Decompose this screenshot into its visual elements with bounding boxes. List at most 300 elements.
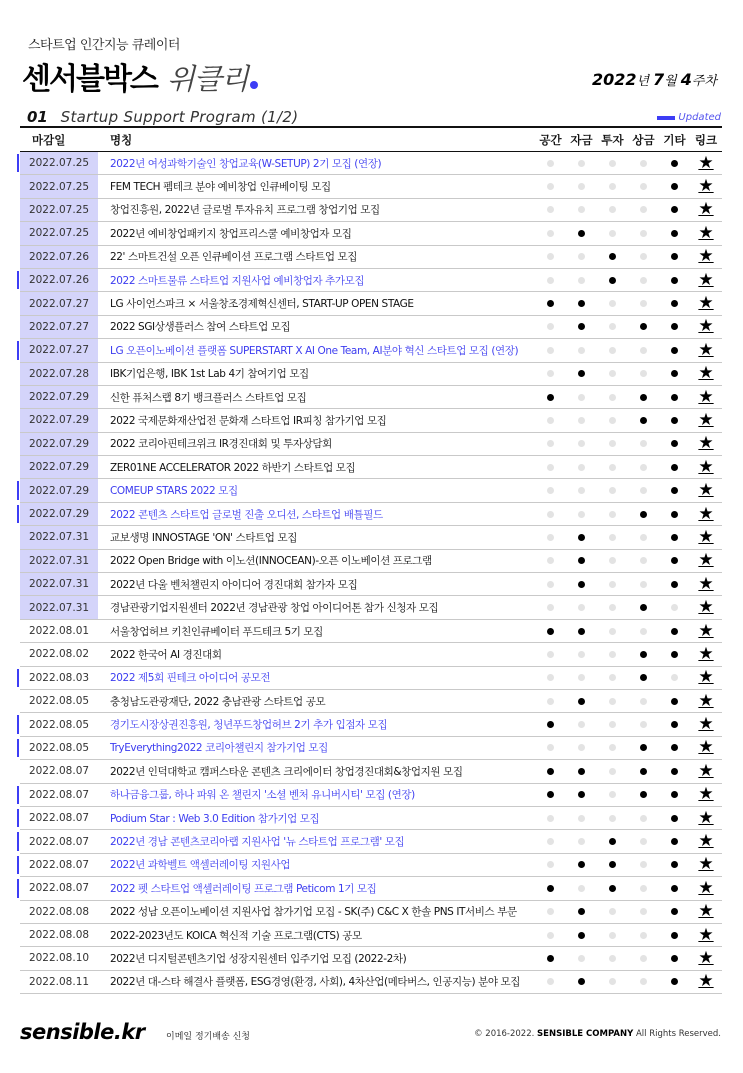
empty-dot-icon	[609, 534, 616, 541]
link-cell[interactable]	[690, 526, 722, 547]
program-name-link[interactable]: LG 오픈이노베이션 플랫폼 SUPERSTART X AI One Team, AI분야 혁신 스타트업 모집 (연장)	[110, 344, 519, 357]
program-name-link[interactable]: 2022년 과학벨트 액셀러레이팅 지원사업	[110, 859, 291, 872]
star-link-icon[interactable]: ★	[698, 526, 714, 547]
investment-cell	[597, 952, 628, 965]
star-link-icon[interactable]: ★	[698, 643, 714, 664]
star-link-icon[interactable]: ★	[698, 222, 714, 243]
link-cell[interactable]	[690, 877, 722, 898]
empty-dot-icon	[578, 885, 585, 892]
empty-dot-icon	[578, 511, 585, 518]
investment-cell	[597, 905, 628, 918]
investment-cell	[597, 788, 628, 801]
space-cell	[535, 297, 566, 310]
link-cell[interactable]	[690, 248, 722, 265]
link-cell[interactable]	[690, 620, 722, 641]
space-cell	[535, 157, 566, 170]
space-cell	[535, 414, 566, 427]
link-cell[interactable]	[690, 456, 722, 477]
program-name-link[interactable]: 2022년 여성과학기술인 창업교육(W-SETUP) 2기 모집 (연장)	[110, 157, 382, 170]
filled-dot-icon	[671, 370, 678, 377]
empty-dot-icon	[640, 253, 647, 260]
link-cell[interactable]	[690, 222, 722, 243]
empty-dot-icon	[547, 253, 554, 260]
program-name-link[interactable]: 2022 펫 스타트업 액셀러레이팅 프로그램 Peticom 1기 모집	[110, 882, 377, 895]
table-row	[20, 292, 722, 315]
empty-dot-icon	[578, 206, 585, 213]
deadline-cell: 2022.08.05	[28, 741, 90, 754]
prize-cell	[628, 905, 659, 918]
empty-dot-icon	[609, 628, 616, 635]
star-link-icon[interactable]: ★	[698, 807, 714, 828]
investment-cell	[597, 461, 628, 474]
program-name-link[interactable]: LG 사이언스파크 × 서울창조경제혁신센터, START-UP OPEN STAGE	[110, 298, 414, 311]
empty-dot-icon	[640, 534, 647, 541]
space-cell	[535, 718, 566, 731]
space-cell	[535, 625, 566, 638]
updated-legend	[657, 112, 721, 123]
program-name-link[interactable]: FEM TECH 펨테크 분야 예비창업 인큐베이팅 모집	[110, 181, 331, 194]
table-row	[20, 339, 722, 362]
space-cell	[535, 695, 566, 708]
week-month-unit: 월	[664, 74, 677, 89]
deadline-cell: 2022.07.27	[20, 339, 98, 361]
table-row	[20, 667, 722, 690]
funding-cell	[566, 274, 597, 287]
filled-dot-icon	[547, 628, 554, 635]
program-name-link[interactable]: 2022년 예비창업패키지 창업프리스쿨 예비창업자 모집	[110, 227, 352, 240]
funding-cell	[566, 578, 597, 591]
etc-cell	[659, 250, 690, 263]
program-name-link[interactable]: 2022 국제문화재산업전 문화재 스타트업 IR피칭 참가기업 모집	[110, 414, 387, 427]
program-name-link[interactable]: 서울창업허브 키친인큐베이터 푸드테크 5기 모집	[110, 625, 323, 638]
table-row	[20, 854, 722, 877]
deadline-cell: 2022.08.05	[28, 718, 90, 731]
link-cell[interactable]	[690, 269, 722, 290]
star-link-icon[interactable]: ★	[698, 620, 714, 641]
funding-cell	[566, 227, 597, 240]
funding-cell	[566, 484, 597, 497]
etc-cell	[659, 414, 690, 427]
link-cell[interactable]	[690, 669, 722, 686]
investment-cell	[597, 227, 628, 240]
filled-dot-icon	[578, 370, 585, 377]
etc-cell	[659, 625, 690, 638]
table-row	[20, 947, 722, 970]
link-cell[interactable]	[690, 690, 722, 711]
empty-dot-icon	[671, 674, 678, 681]
empty-dot-icon	[671, 604, 678, 611]
link-cell[interactable]	[690, 973, 722, 990]
program-name-link[interactable]: 2022년 경남 콘텐츠코리아랩 지원사업 '뉴 스타트업 프로그램' 모집	[110, 836, 405, 849]
funding-cell	[566, 765, 597, 778]
star-link-icon[interactable]: ★	[698, 971, 714, 992]
funding-cell	[566, 180, 597, 193]
etc-cell	[659, 437, 690, 450]
star-link-icon[interactable]: ★	[698, 714, 714, 735]
prize-cell	[628, 344, 659, 357]
table-row	[20, 573, 722, 596]
filled-dot-icon	[671, 464, 678, 471]
investment-cell	[597, 320, 628, 333]
star-link-icon[interactable]: ★	[698, 947, 714, 968]
investment-cell	[597, 391, 628, 404]
link-cell[interactable]	[690, 716, 722, 733]
investment-cell	[597, 975, 628, 988]
program-name-link[interactable]: 2022 Open Bridge with 이노션(INNOCEAN)-오픈 이노베이션 프로그램	[110, 555, 432, 568]
empty-dot-icon	[609, 978, 616, 985]
investment-cell	[597, 812, 628, 825]
star-link-icon[interactable]: ★	[698, 152, 714, 173]
star-link-icon[interactable]: ★	[698, 760, 714, 781]
etc-cell	[659, 952, 690, 965]
link-cell[interactable]	[690, 201, 722, 218]
program-name-link[interactable]: 창업진흥원, 2022년 글로벌 투자유치 프로그램 창업기업 모집	[110, 204, 380, 217]
prize-cell	[628, 858, 659, 871]
deadline-cell: 2022.08.01	[28, 625, 90, 637]
filled-dot-icon	[609, 838, 616, 845]
deadline-cell: 2022.08.03	[28, 671, 90, 684]
etc-cell	[659, 695, 690, 708]
program-name-link[interactable]: 2022 성남 오픈이노베이션 지원사업 참가기업 모집 - SK(주) C&C X 한솔 PNS IT서비스 부문	[110, 906, 517, 919]
empty-dot-icon	[547, 651, 554, 658]
deadline-cell: 2022.07.31	[20, 550, 98, 572]
funding-cell	[566, 835, 597, 848]
link-cell[interactable]	[690, 178, 722, 195]
etc-cell	[659, 367, 690, 380]
empty-dot-icon	[547, 698, 554, 705]
table-row	[20, 479, 722, 502]
empty-dot-icon	[547, 838, 554, 845]
table-row	[20, 550, 722, 573]
link-cell[interactable]	[690, 339, 722, 360]
program-name-link[interactable]: 2022년 다울 벤처챌린지 아이디어 경진대회 참가자 모집	[110, 578, 358, 591]
star-link-icon[interactable]: ★	[698, 597, 714, 618]
col-deadline: 마감일	[32, 132, 66, 147]
table-row	[20, 316, 722, 339]
table-row	[20, 807, 722, 830]
space-cell	[535, 203, 566, 216]
funding-cell	[566, 858, 597, 871]
filled-dot-icon	[671, 908, 678, 915]
program-name-link[interactable]: ZER01NE ACCELERATOR 2022 하반기 스타트업 모집	[110, 461, 356, 474]
prize-cell	[628, 671, 659, 684]
empty-dot-icon	[609, 604, 616, 611]
empty-dot-icon	[640, 838, 647, 845]
etc-cell	[659, 765, 690, 778]
funding-cell	[566, 531, 597, 544]
space-cell	[535, 180, 566, 193]
star-link-icon[interactable]: ★	[698, 176, 714, 197]
empty-dot-icon	[640, 300, 647, 307]
filled-dot-icon	[671, 417, 678, 424]
deadline-cell: 2022.07.29	[20, 409, 98, 431]
brand-subtitle: 스타트업 인간지능 큐레이터	[28, 38, 180, 53]
empty-dot-icon	[578, 721, 585, 728]
star-link-icon[interactable]: ★	[698, 737, 714, 758]
link-cell[interactable]	[690, 318, 722, 335]
funding-cell	[566, 554, 597, 567]
week-unit: 주차	[691, 74, 717, 89]
filled-dot-icon	[640, 394, 647, 401]
star-link-icon[interactable]: ★	[698, 433, 714, 454]
link-cell[interactable]	[690, 903, 722, 920]
empty-dot-icon	[547, 206, 554, 213]
link-cell[interactable]	[690, 833, 722, 850]
filled-dot-icon	[547, 768, 554, 775]
etc-cell	[659, 648, 690, 661]
link-cell[interactable]	[690, 786, 722, 803]
section-title	[27, 108, 298, 126]
link-cell[interactable]	[690, 435, 722, 452]
star-link-icon[interactable]: ★	[698, 877, 714, 898]
empty-dot-icon	[609, 230, 616, 237]
investment-cell	[597, 671, 628, 684]
prize-cell	[628, 578, 659, 591]
star-link-icon[interactable]: ★	[698, 363, 714, 384]
table-row	[20, 503, 722, 526]
empty-dot-icon	[640, 557, 647, 564]
filled-dot-icon	[578, 768, 585, 775]
program-name-link[interactable]: COMEUP STARS 2022 모집	[110, 485, 238, 498]
space-cell	[535, 812, 566, 825]
filled-dot-icon	[671, 955, 678, 962]
filled-dot-icon	[671, 253, 678, 260]
link-cell[interactable]	[690, 365, 722, 382]
star-link-icon[interactable]: ★	[698, 901, 714, 922]
link-cell[interactable]	[690, 482, 722, 499]
program-name-link[interactable]: TryEverything2022 코리아챌린지 참가기업 모집	[110, 742, 328, 755]
filled-dot-icon	[671, 511, 678, 518]
empty-dot-icon	[547, 815, 554, 822]
prize-cell	[628, 554, 659, 567]
empty-dot-icon	[578, 464, 585, 471]
footer-logo[interactable]: sensible.kr	[20, 1020, 145, 1044]
subscribe-link[interactable]: 이메일 정기배송 신청	[166, 1032, 250, 1042]
deadline-cell: 2022.07.31	[20, 573, 98, 595]
empty-dot-icon	[609, 955, 616, 962]
prize-cell	[628, 975, 659, 988]
filled-dot-icon	[671, 932, 678, 939]
empty-dot-icon	[547, 370, 554, 377]
funding-cell	[566, 461, 597, 474]
etc-cell	[659, 718, 690, 731]
program-name-link[interactable]: 2022-2023년도 KOICA 혁신적 기술 프로그램(CTS) 공모	[110, 929, 362, 942]
program-name-link[interactable]: 2022 SGI상생플러스 참여 스타트업 모집	[110, 321, 291, 334]
empty-dot-icon	[640, 908, 647, 915]
empty-dot-icon	[578, 487, 585, 494]
deadline-cell: 2022.08.02	[28, 648, 90, 661]
program-name-link[interactable]: 2022년 대-스타 해결사 플랫폼, ESG경영(환경, 사회), 4차산업(메타버스, 인공지능) 분야 모집	[110, 976, 521, 989]
link-cell[interactable]	[690, 573, 722, 594]
col-space: 공간	[539, 132, 562, 147]
empty-dot-icon	[547, 160, 554, 167]
funding-cell	[566, 437, 597, 450]
link-cell[interactable]	[690, 947, 722, 968]
investment-cell	[597, 274, 628, 287]
star-link-icon[interactable]: ★	[698, 831, 714, 852]
star-link-icon[interactable]: ★	[698, 550, 714, 571]
filled-dot-icon	[578, 323, 585, 330]
filled-dot-icon	[671, 815, 678, 822]
table-row	[20, 620, 722, 643]
link-cell[interactable]	[690, 386, 722, 407]
filled-dot-icon	[640, 744, 647, 751]
empty-dot-icon	[547, 417, 554, 424]
deadline-cell: 2022.07.29	[20, 503, 98, 525]
star-link-icon[interactable]: ★	[698, 854, 714, 875]
program-name-link[interactable]: 경기도시장상권진흥원, 청년푸드창업허브 2기 추가 입점자 모집	[110, 719, 388, 732]
empty-dot-icon	[609, 417, 616, 424]
filled-dot-icon	[671, 534, 678, 541]
investment-cell	[597, 929, 628, 942]
deadline-cell: 2022.08.05	[28, 695, 90, 708]
space-cell	[535, 320, 566, 333]
filled-dot-icon	[640, 674, 647, 681]
funding-cell	[566, 882, 597, 895]
table-row	[20, 830, 722, 853]
link-cell[interactable]	[690, 807, 722, 828]
space-cell	[535, 648, 566, 661]
filled-dot-icon	[609, 885, 616, 892]
empty-dot-icon	[547, 511, 554, 518]
link-cell[interactable]	[690, 552, 722, 569]
prize-cell	[628, 601, 659, 614]
table-row	[20, 784, 722, 807]
star-link-icon[interactable]: ★	[698, 386, 714, 407]
filled-dot-icon	[578, 791, 585, 798]
link-cell[interactable]	[690, 152, 722, 173]
filled-dot-icon	[671, 861, 678, 868]
program-name-link[interactable]: IBK기업은행, IBK 1st Lab 4기 참여기업 모집	[110, 368, 309, 381]
funding-cell	[566, 320, 597, 333]
filled-dot-icon	[640, 323, 647, 330]
empty-dot-icon	[609, 932, 616, 939]
star-link-icon[interactable]: ★	[698, 409, 714, 430]
space-cell	[535, 741, 566, 754]
prize-cell	[628, 180, 659, 193]
filled-dot-icon	[671, 323, 678, 330]
filled-dot-icon	[671, 347, 678, 354]
deadline-cell: 2022.08.07	[28, 765, 90, 778]
program-name-link[interactable]: 2022년 디지털콘텐츠기업 성장지원센터 입주기업 모집 (2022-2차)	[110, 952, 407, 965]
space-cell	[535, 531, 566, 544]
deadline-cell: 2022.07.31	[20, 526, 98, 548]
program-table	[20, 126, 722, 994]
empty-dot-icon	[578, 277, 585, 284]
program-name-link[interactable]: 22' 스마트건설 오픈 인큐베이션 프로그램 스타트업 모집	[110, 251, 358, 264]
space-cell	[535, 835, 566, 848]
star-link-icon[interactable]: ★	[698, 503, 714, 524]
star-link-icon[interactable]: ★	[698, 924, 714, 945]
star-link-icon[interactable]: ★	[698, 690, 714, 711]
empty-dot-icon	[547, 183, 554, 190]
table-row	[20, 737, 722, 760]
space-cell	[535, 484, 566, 497]
star-link-icon[interactable]: ★	[698, 667, 714, 688]
program-name-link[interactable]: Podium Star : Web 3.0 Edition 참가기업 모집	[110, 812, 320, 825]
empty-dot-icon	[640, 628, 647, 635]
etc-cell	[659, 391, 690, 404]
copyright	[474, 1029, 721, 1039]
prize-cell	[628, 391, 659, 404]
program-name-link[interactable]: 충청남도관광재단, 2022 충남관광 스타트업 공모	[110, 695, 326, 708]
link-cell[interactable]	[690, 924, 722, 945]
filled-dot-icon	[671, 557, 678, 564]
empty-dot-icon	[609, 908, 616, 915]
empty-dot-icon	[547, 604, 554, 611]
program-name-link[interactable]: 하나금융그룹, 하나 파워 온 챌린지 '소셜 벤처 유니버시티' 모집 (연장)	[110, 789, 415, 802]
star-link-icon[interactable]: ★	[698, 199, 714, 220]
program-name-link[interactable]: 2022 스마트물류 스타트업 지원사업 예비창업자 추가모집	[110, 274, 365, 287]
empty-dot-icon	[640, 885, 647, 892]
prize-cell	[628, 695, 659, 708]
etc-cell	[659, 157, 690, 170]
empty-dot-icon	[609, 464, 616, 471]
program-name-link[interactable]: 2022 제5회 핀테크 아이디어 공모전	[110, 672, 271, 685]
link-cell[interactable]	[690, 409, 722, 430]
empty-dot-icon	[640, 183, 647, 190]
star-link-icon[interactable]: ★	[698, 246, 714, 267]
star-link-icon[interactable]: ★	[698, 480, 714, 501]
empty-dot-icon	[640, 230, 647, 237]
empty-dot-icon	[547, 744, 554, 751]
program-name-link[interactable]: 2022 코리아핀테크위크 IR경진대회 및 투자상담회	[110, 438, 332, 451]
table-row	[20, 760, 722, 783]
star-link-icon[interactable]: ★	[698, 573, 714, 594]
etc-cell	[659, 858, 690, 871]
program-name-link[interactable]: 2022 한국어 AI 경진대회	[110, 648, 222, 661]
link-cell[interactable]	[690, 599, 722, 616]
link-cell[interactable]	[690, 739, 722, 756]
investment-cell	[597, 625, 628, 638]
filled-dot-icon	[609, 253, 616, 260]
star-link-icon[interactable]: ★	[698, 316, 714, 337]
title-light: 위클리	[166, 62, 248, 96]
space-cell	[535, 508, 566, 521]
empty-dot-icon	[578, 651, 585, 658]
filled-dot-icon	[578, 861, 585, 868]
filled-dot-icon	[671, 721, 678, 728]
star-link-icon[interactable]: ★	[698, 269, 714, 290]
star-link-icon[interactable]: ★	[698, 784, 714, 805]
program-name-link[interactable]: 2022 콘텐츠 스타트업 글로벌 진출 오디션, 스타트업 배틀필드	[110, 508, 383, 521]
empty-dot-icon	[609, 744, 616, 751]
filled-dot-icon	[640, 768, 647, 775]
program-name-link[interactable]: 2022년 인덕대학교 캠퍼스타운 콘텐츠 크리에이터 창업경진대회&창업지원 모집	[110, 765, 463, 778]
link-cell[interactable]	[690, 503, 722, 524]
filled-dot-icon	[671, 160, 678, 167]
star-link-icon[interactable]: ★	[698, 456, 714, 477]
program-name-link[interactable]: 경남관광기업지원센터 2022년 경남관광 창업 아이디어톤 참가 신청자 모집	[110, 602, 439, 615]
deadline-cell: 2022.08.08	[28, 929, 90, 942]
star-link-icon[interactable]: ★	[698, 339, 714, 360]
link-cell[interactable]	[690, 643, 722, 664]
filled-dot-icon	[671, 768, 678, 775]
table-row	[20, 924, 722, 947]
table-row	[20, 596, 722, 619]
link-cell[interactable]	[690, 295, 722, 312]
program-name-link[interactable]: 교보생명 INNOSTAGE 'ON' 스타트업 모집	[110, 531, 297, 544]
program-name-link[interactable]: 신한 퓨처스랩 8기 뱅크플러스 스타트업 모집	[110, 391, 307, 404]
empty-dot-icon	[609, 674, 616, 681]
empty-dot-icon	[609, 581, 616, 588]
link-cell[interactable]	[690, 856, 722, 873]
table-row	[20, 877, 722, 900]
space-cell	[535, 905, 566, 918]
star-link-icon[interactable]: ★	[698, 293, 714, 314]
link-cell[interactable]	[690, 760, 722, 781]
investment-cell	[597, 250, 628, 263]
